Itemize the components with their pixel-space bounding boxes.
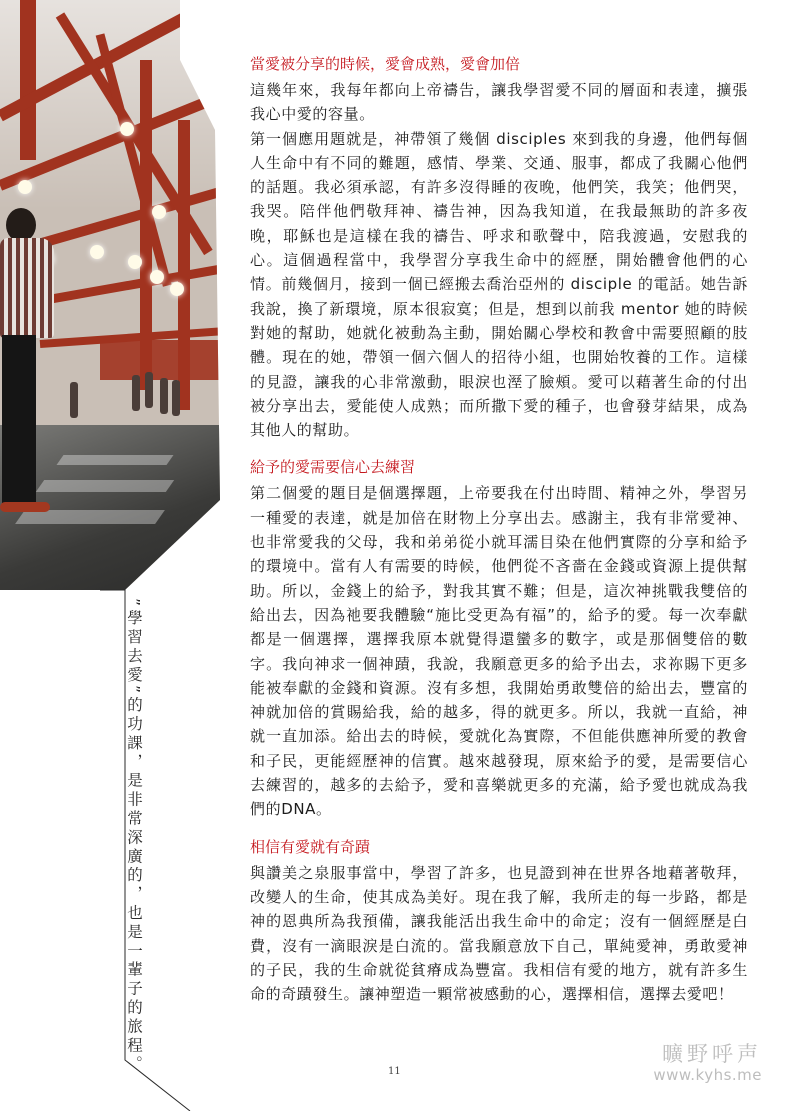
paragraph: 第一個應用題就是，神帶領了幾個 disciples 來到我的身邊，他們每個人生命中有不同的難題，感情、學業、交通、服事，都成了我關心他們的話題。我必須承認，有許多沒得睡的夜晚，他們笑，我笑；他們哭，我哭。陪伴他們敬拜神、禱告神，因為我知道，在我最無助的許多夜晚，耶穌也是這樣在我的禱告、呼求和歌聲中，陪我渡過，安慰我的心。這個過程當中，我學習分享我生命中的經歷，開始體會他們的心情。前幾個月，接到一個已經搬去喬治亞州的 disciple 的電話。她告訴我說，換了新環境，原本很寂寞；但是，想到以前我 mentor 她的時候對她的幫助，她就化被動為主動，開始關心學校和教會中需要照顧的肢體。現在的她，帶領一個六個人的招待小組，也開始牧養的工作。這樣的見證，讓我的心非常激動，眼淚也溼了臉頰。愛可以藉著生命的付出被分享出去，愛能使人成熟；而所撒下愛的種子，也會發芽結果，成為其他人的幫助。: [250, 129, 748, 440]
section-heading: 相信有愛就有奇蹟: [250, 837, 371, 856]
watermark: [653, 1042, 762, 1084]
section-heading: 給予的愛需要信心去練習: [250, 458, 416, 477]
watermark-url: www.kyhs.me: [653, 1066, 762, 1084]
vertical-pull-quote: ”學習去愛”的功課，是非常深廣的，也是一輩子的旅程。: [125, 598, 143, 1075]
section-miracle: [250, 835, 748, 1007]
decorative-frame-line: [0, 0, 220, 1111]
watermark-name: 曠野呼声: [662, 1042, 762, 1066]
section-heading: 當愛被分享的時候，愛會成熟，愛會加倍: [250, 55, 521, 73]
section-love-shared: [250, 52, 748, 442]
section-giving-love: [250, 455, 748, 821]
article-body: [250, 52, 748, 1019]
page-number: 11: [388, 1066, 401, 1077]
paragraph: 第二個愛的題目是個選擇題，上帝要我在付出時間、精神之外，學習另一種愛的表達，就是加倍在財物上分享出去。感謝主，我有非常愛神、也非常愛我的父母，我和弟弟從小就耳濡目染在他們實際的分享和給予的環境中。當有人有需要的時候，他們從不吝嗇在金錢或資源上提供幫助。所以，金錢上的給予，對我其實不難；但是，這次神挑戰我雙倍的給出去，因為祂要我體驗“施比受更為有福”的，給予的愛。每一次奉獻都是一個選擇，選擇我原本就覺得還蠻多的數字，或是那個雙倍的數字。我向神求一個神蹟，我說，我願意更多的給予出去，求祢賜下更多能被奉獻的金錢和資源。沒有多想，我開始勇敢雙倍的給出去，豐富的神就加倍的賞賜給我，給的越多，得的就更多。所以，我就一直給，神就一直加添。給出去的時候，愛就化為實際，不但能供應神所愛的教會和子民，更能經歷神的信實。越來越發現，原來給予的愛，是需要信心去練習的，越多的去給予，愛和喜樂就更多的充滿，給予愛也就成為我們的DNA。: [250, 484, 748, 819]
paragraph: 這幾年來，我每年都向上帝禱告，讓我學習愛不同的層面和表達，擴張我心中愛的容量。: [250, 81, 748, 124]
paragraph: 與讚美之泉服事當中，學習了許多，也見證到神在世界各地藉著敬拜，改變人的生命，使其成為美好。現在我了解，我所走的每一步路，都是神的恩典所為我預備，讓我能活出我生命中的命定；沒有一個經歷是白費，沒有一滴眼淚是白流的。當我願意放下自己，單純愛神，勇敢愛神的子民，我的生命就從貧瘠成為豐富。我相信有愛的地方，就有許多生命的奇蹟發生。讓神塑造一顆常被感動的心，選擇相信，選擇去愛吧！: [250, 863, 748, 1004]
